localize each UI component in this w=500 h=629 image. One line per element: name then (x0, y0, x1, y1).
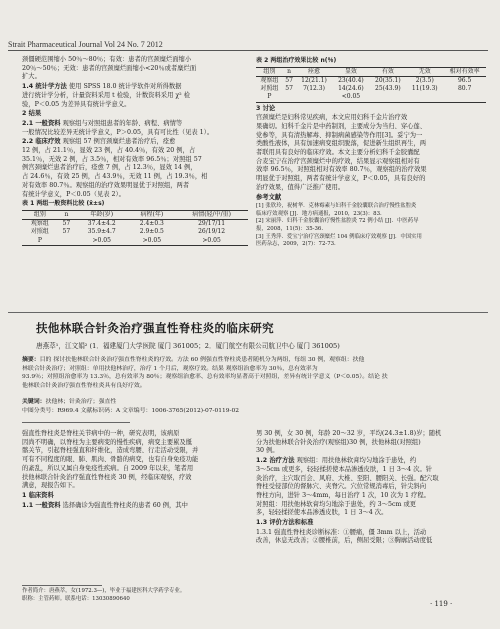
text-line: 党参等，具有清热解毒、抑制病菌感染等作用[3]。妥宁为一 (256, 131, 423, 139)
section-heading: 1.1 一般资料 (22, 501, 61, 509)
text-line: 12 例，占 21.1％，显效 23 例，占 40.4％，有效 20 例，占 (22, 147, 196, 155)
table-cell: >0.05 (175, 237, 248, 246)
table-cell (283, 93, 296, 102)
table-cell: 观察组 (260, 76, 279, 84)
table-cell: >0.05 (75, 237, 129, 246)
text-line: 脊柱受侵部位的督脉穴、夹脊穴。穴位常规消毒后，针尖斜向 (256, 483, 427, 491)
table-cell: 29/17/11 (198, 220, 226, 228)
classification-line: 中图分类号：R969.4 文献标识码：A 文章编号：1006-3765(2012)-07-0119-02 (22, 407, 239, 414)
table-row (256, 76, 486, 85)
keywords: 扶他林；针灸治疗；强直性 (45, 399, 117, 405)
column-header: 组别 (22, 210, 58, 219)
column-header: 病情(轻/中/重) (175, 210, 248, 219)
text-line: 35.1％，无效 2 例，占 3.5％，相对有效率 96.5％；对照组 57 (22, 155, 202, 163)
meta-rule (22, 422, 130, 423)
text-line: 明显优于对照组，两者有统计学意义，P＜0.05，具有良好的 (256, 175, 426, 183)
text-line: 灸治疗，主穴取百会、风府、大椎、至阳、腰阳关、长强。配穴取 (256, 474, 439, 482)
abstract-line: 林联合针灸治疗；对照组：单用扶他林治疗，治疗 1 个月后，观察疗效。结果 观察组治愈率为 30％，总有效率为 (22, 365, 318, 372)
table-cell (443, 93, 486, 102)
reference-item: 报，2008，11(5)：35-36. (256, 226, 324, 233)
text-line: 官颈糜烂是妇科常见疾病，本文应用妇科千金片治疗效 (256, 114, 408, 122)
author-footnote (22, 588, 252, 603)
text-line: 有统计学意义，P＜0.05（见表 2）。 (22, 190, 125, 198)
text-line: 占 24.6％，有效 25 例，占 43.9％，无效 11 例，占 19.3％，相 (22, 173, 208, 181)
text-line: 例宫颈糜烂患者治疗后，痊愈 7 例，占 12.3％，显效 14 例， (22, 164, 197, 172)
keywords-label: 关键词： (22, 399, 46, 405)
text-line: 强直性脊柱炎是脊柱关节病中的一种，研究表明，该病原 (22, 430, 180, 437)
text-line: 脊柱方向，进针 3～4mm，每日治疗 1 次，10 次为 1 疗程。 (256, 491, 430, 499)
table-cell: 11(19.3) (411, 85, 438, 93)
text-line: 验，P＜0.05 为差异具有统计学意义。 (22, 100, 131, 108)
bottom-left-column (22, 430, 248, 511)
table-cell: 35.9±4.7 (87, 228, 116, 236)
reference-item: [2] 宋丽萍．妇科千金胶囊治疗慢性盆腔炎 72 例小结 [J]．中医药导 (256, 218, 419, 225)
reference-item: [1] 张欣玲，祝树华．克林霉素与妇科千金胶囊联合治疗慢性盆腔炎 (256, 203, 417, 210)
table-cell: 20(35.1) (375, 76, 401, 84)
section-heading: 1.2 治疗方法 (256, 457, 295, 465)
discussion-text (256, 114, 486, 192)
table-cell: 2.9±0.5 (139, 228, 164, 236)
table-1-title: 表 1 两组一般资料比较 (x̄±s) (22, 200, 105, 208)
prev-text-block (22, 56, 248, 82)
text-line: 男 30 例，女 30 例，年龄 20～32 岁，平均(24.3±1.8)岁；随机 (256, 430, 442, 437)
table-cell: 23(40.4) (338, 76, 364, 84)
bottom-right-column (256, 430, 486, 547)
text-line: 合麦宝宁在治疗宫颈糜烂中的疗效，结果显示观察组相对有 (256, 157, 420, 165)
column-header: n (283, 67, 296, 76)
article-title: 扶他林联合针灸治疗强直性脊柱炎的临床研究 (36, 321, 274, 335)
table-2-title: 表 2 两组治疗效果比较 n(％) (256, 57, 337, 64)
subjects-text (256, 430, 486, 456)
table-cell: 2.4±0.3 (139, 220, 164, 228)
text-line: 者联用具有良好的临床疗效。本文主要分析妇科千金胶囊配 (256, 149, 420, 157)
text-line: 观察组与对照组患者的年龄、病程、病情等 (62, 119, 183, 127)
text-line: 观察组 57 例宫颈糜烂患者治疗后，痊愈 (62, 138, 176, 146)
table-row (256, 85, 486, 93)
column-header: 显效 (332, 67, 369, 76)
abstract (22, 356, 490, 390)
text-line: 效率 96.5％，对照组相对有效率 80.7％，观察组的治疗效果 (256, 166, 427, 174)
table-cell: 57 (62, 220, 71, 228)
table-header-row (22, 210, 248, 219)
table-cell: 7(12.3) (303, 85, 325, 93)
section-heading: 3 讨论 (256, 104, 276, 112)
section-heading: 1.3 评价方法和标准 (256, 519, 314, 527)
text-line: 30 例。 (256, 447, 279, 455)
table-cell: 对照组 (260, 85, 279, 93)
table-cell: 观察组 (30, 220, 49, 228)
article-authors: 唐燕萃¹，江文娟² (1．福建厦门大学医院 厦门 361005；2．厦门航空有限公司航卫中心 厦门 361005) (36, 342, 340, 350)
table-cell: 80.7 (457, 85, 472, 93)
table-row (22, 237, 248, 246)
section-heading: 1 临床资料 (22, 491, 54, 499)
section-heading: 2 结果 (22, 110, 42, 118)
abstract-label: 摘要： (22, 357, 40, 363)
table-1 (22, 210, 248, 246)
text-line: 选择确诊为强直性脊柱炎的患者 60 例，其中 (62, 501, 188, 509)
table-cell: 57 (285, 76, 293, 84)
table-cell: 26/19/12 (198, 228, 226, 236)
table-cell (58, 237, 75, 246)
section-2-2 (22, 138, 248, 199)
intro-text (22, 430, 248, 491)
table-cell: 25(43.9) (375, 85, 401, 93)
text-line: 对有效率 80.7％。观察组的治疗效果明显优于对照组，两者 (22, 181, 190, 189)
text-line: 治疗效果，值得广泛推广使用。 (256, 183, 345, 191)
text-line: 扶他林联合针灸治疗强直性脊柱炎 30 例，经临床观察，疗效 (22, 473, 192, 481)
text-line: 改善，休息无改善；②腰椎前，后，侧屈受限；③胸廓活动度低 (256, 537, 433, 545)
table-2 (256, 67, 486, 103)
text-line: 类酸性液体，具有加速病变组织脱落，促进新生组织再生，两 (256, 140, 427, 148)
abstract-line: 摘要：目的 探讨扶他林联合针灸治疗强直性脊柱炎的疗效。方法 60 例强直性脊柱炎患者随机分为两组，每组 30 例，观察组：扶他 (22, 357, 365, 363)
text-line: 观察组：用扶他林软膏均匀地涂于患处，约 (296, 457, 417, 465)
reference-item: 医药杂志，2009，2(7)：72-73. (256, 241, 336, 248)
table-cell: P (22, 237, 58, 246)
text-line: 髂关节，引起脊柱强直和纤维化，造成弯腰、行走活动受限，并 (22, 447, 199, 455)
text-line: 使用 SPSS 18.0 统计学软件对所得数据 (68, 83, 182, 91)
text-line: 1.3.1 强直性脊柱炎诊断标准：①腰痛，僵 3mm 以上，活动 (256, 528, 427, 536)
column-header: 年龄(岁) (75, 210, 129, 219)
top-right-column (256, 56, 486, 249)
column-header: n (58, 210, 75, 219)
text-line: 颈僵硬范围缩小 50％～80％；有效：患者的官颈糜烂面缩小 (22, 56, 192, 63)
footnote-line: 职称：主管药师。联系电话：13030890640 (22, 595, 130, 602)
text-line: 可有不同程度的眼、肺、肌肉、骨骼的病变，也有自身免疫功能 (22, 456, 199, 464)
running-header: Strait Pharmaceutical Journal Vol 24 No. 7 2012 (8, 40, 163, 49)
text-line: 一般情况比较差异无统计学意义，P＞0.05，具有可比性（见表 1）。 (22, 128, 214, 136)
table-cell: P (256, 93, 283, 102)
references-list (256, 203, 486, 249)
column-header: 无效 (406, 67, 443, 76)
text-line: 对照组：用扶他林软膏均匀地涂于患处，约 3～5cm 或更 (256, 500, 417, 508)
abstract-line: 93.9％；对照组治愈率为 13.3％，总有效率为 80％；观察组治愈率、总有效率均显著高于对照组，差异有统计学意义（P＜0.05）。结论 扶 (22, 374, 388, 381)
table-header-row (256, 67, 486, 76)
table-row (22, 220, 248, 229)
header-rule (8, 50, 488, 51)
text-line: 多，轻轻揉搓使本品渗透皮肤，1 日 3～4 次。 (256, 509, 388, 517)
text-line: 3～5cm 或更多，轻轻揉搓使本品渗透皮肤，1 日 3～4 次。针 (256, 465, 433, 473)
text-line: 分为扶他林联合针灸治疗(观察组)30 例，扶他林组(对照组) (256, 438, 421, 446)
table-cell: 37.4±4.2 (87, 220, 116, 228)
text-line: 扩大。 (22, 73, 41, 81)
text-line: 进行统计学分析，计量资料采用 t 检验，计数资料采用 χ² 检 (22, 91, 191, 99)
section-2-1 (22, 120, 248, 137)
section-heading: 2.2 临床疗效 (22, 138, 61, 146)
keywords-line (22, 398, 490, 407)
table-cell: 96.5 (457, 76, 472, 84)
reference-item: 临床疗效观察 [J]．地方病通报，2010，23(3)：83. (256, 210, 382, 217)
text-line: 满意，现报告如下。 (22, 482, 79, 490)
section-1-2 (256, 457, 486, 518)
reference-item: [3] 王秀萍．爱宝宁治疗宫颈糜烂 104 例临床疗效观察 [J]．中国实用 (256, 233, 422, 240)
table-cell: 对照组 (30, 228, 49, 236)
text-line: 果确切。妇科千金片是中药制剂，主要成分为当归、穿心莲、 (256, 122, 427, 130)
section-1-1 (22, 502, 248, 511)
column-header: 病程(年) (128, 210, 175, 219)
section-1-3-1 (256, 529, 486, 546)
table-cell: >0.05 (128, 237, 175, 246)
table-cell (369, 93, 406, 102)
column-header: 痊愈 (296, 67, 333, 76)
top-left-column (22, 56, 248, 246)
section-1-4 (22, 83, 248, 109)
table-row (22, 228, 248, 236)
abstract-line: 他林联合针灸治疗强直性脊柱炎具有良好疗效。 (22, 382, 146, 389)
text-line: 因尚不明确，以脊柱为主要病变的慢性疾病，病变主要累及骶 (22, 438, 193, 446)
table-cell: 57 (285, 85, 293, 93)
column-header: 相对有效率 (443, 67, 486, 76)
column-header: 有效 (369, 67, 406, 76)
text-line: 20％～50％；无效：患者的官颈糜烂面缩小<20％或者糜烂面 (22, 64, 197, 72)
table-cell (296, 93, 333, 102)
table-row (256, 93, 486, 102)
table-cell: 12(21.1) (301, 76, 327, 84)
table-cell: 2(3.5) (415, 76, 434, 84)
article-separator (8, 312, 488, 313)
page-number: · 119 · (430, 600, 453, 608)
table-cell (406, 93, 443, 102)
references-heading: 参考文献 (256, 193, 282, 201)
table-cell: 14(24.6) (338, 85, 364, 93)
table-cell: <0.05 (332, 93, 369, 102)
section-heading: 1.4 统计学方法 (22, 83, 67, 91)
article-meta (22, 398, 490, 415)
footnote-rule (22, 585, 102, 586)
text-line: 的紊乱，所以又属自身免疫性疾病。自 2009 年以来，笔者用 (22, 464, 194, 472)
column-header: 组别 (256, 67, 283, 76)
footnote-line: 作者简介：唐燕萃，女(1972.3—)，毕业于福建医科大学药学专业。 (22, 588, 186, 594)
section-heading: 2.1 一般资料 (22, 119, 61, 127)
table-cell: 57 (62, 228, 71, 236)
